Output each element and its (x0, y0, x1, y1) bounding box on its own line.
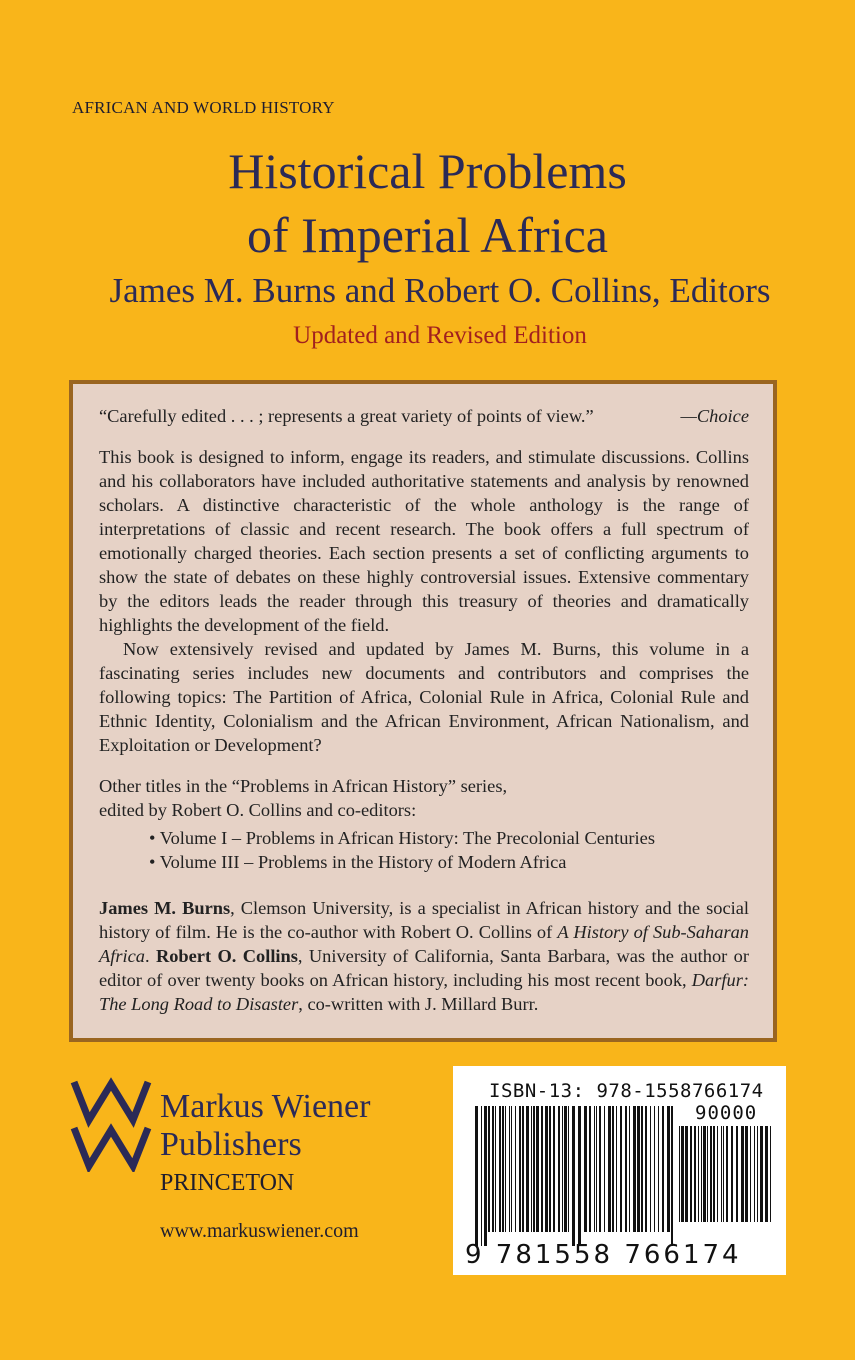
barcode-bar (671, 1106, 673, 1246)
barcode-bar (741, 1126, 744, 1222)
barcode-bar (578, 1106, 581, 1246)
barcode-bar (596, 1106, 597, 1232)
barcode-bar (681, 1126, 684, 1222)
barcode-bar (594, 1106, 595, 1232)
book-title-line1: Historical Problems (228, 143, 627, 199)
barcode-bar (650, 1106, 651, 1232)
barcode-bar (710, 1126, 712, 1222)
other-titles-list (149, 826, 749, 874)
publisher-logo-icon (70, 1076, 152, 1172)
barcode-bar (589, 1106, 591, 1232)
barcode-bar (541, 1106, 543, 1232)
publisher-website: www.markuswiener.com (160, 1220, 359, 1242)
publisher-name (160, 1088, 370, 1164)
book-title-line2: of Imperial Africa (247, 207, 608, 263)
barcode-bar (633, 1106, 636, 1232)
bio-name-collins: Robert O. Collins (155, 946, 298, 966)
barcode-main-icon (475, 1106, 675, 1246)
barcode-bar (726, 1126, 728, 1222)
barcode-bar (658, 1106, 659, 1232)
barcode-bar (770, 1126, 771, 1222)
barcode-bar (620, 1106, 622, 1232)
barcode-bar (522, 1106, 524, 1232)
barcode-bar (760, 1126, 763, 1222)
barcode-bar (641, 1106, 643, 1232)
other-titles-line2: edited by Robert O. Collins and co-editors: (99, 800, 417, 820)
editors-bio (99, 896, 749, 1016)
barcode-bar (750, 1126, 751, 1222)
barcode-bar (531, 1106, 532, 1232)
barcode-bar (572, 1106, 575, 1246)
bio-book-title: Darfur: The Long Road to Disaster (99, 970, 749, 1014)
barcode-bar (736, 1126, 738, 1222)
publisher-city: PRINCETON (160, 1170, 295, 1196)
isbn-label: ISBN-13: 978-1558766174 (489, 1080, 764, 1102)
barcode-bar (502, 1106, 504, 1232)
barcode-bar (492, 1106, 494, 1232)
barcode-addon-icon (679, 1126, 775, 1236)
bio-text: . (144, 946, 156, 966)
barcode-bar (484, 1106, 487, 1246)
other-titles (99, 774, 749, 822)
barcode-bar (701, 1126, 702, 1222)
barcode-bar (717, 1126, 718, 1222)
barcode-bar (703, 1126, 706, 1222)
barcode-bar (509, 1106, 510, 1232)
barcode-panel (453, 1066, 786, 1275)
barcode-bar (612, 1106, 614, 1232)
quote-text: “Carefully edited . . . ; represents a great variety of points of view.” (99, 406, 594, 426)
other-titles-line1: Other titles in the “Problems in African History” series, (99, 776, 508, 796)
barcode-bar (481, 1106, 482, 1246)
barcode-bar (499, 1106, 501, 1232)
bio-text: , Clemson University, is a specialist in African history and the social history of film. He is the co-author with Robert O. Collins of (99, 898, 749, 942)
description-box (69, 380, 777, 1042)
editors-line: James M. Burns and Robert O. Collins, Editors (109, 271, 771, 310)
barcode-bar (604, 1106, 605, 1232)
barcode-bar (667, 1106, 670, 1232)
barcode-bar (558, 1106, 560, 1232)
barcode-bar (536, 1106, 539, 1232)
publisher-name-line2: Publishers (160, 1126, 302, 1163)
barcode-bar (564, 1106, 567, 1232)
description-paragraph-2: Now extensively revised and updated by James M. Burns, this volume in a fascinating series includes new documents and contributors and comprises the following topics: The Partition of Africa, Colonial Rule in Africa, Colonial Rule and Ethnic Identity, Colonialism and the African Environment, African Nationalism, and Exploitation or Development? (99, 639, 749, 755)
barcode-bar (495, 1106, 496, 1232)
barcode-bar (679, 1126, 680, 1222)
publisher-name-line1: Markus Wiener (160, 1088, 371, 1125)
barcode-bar (757, 1126, 758, 1222)
barcode-bar (629, 1106, 630, 1232)
description-paragraph-1: This book is designed to inform, engage its readers, and stimulate discussions. Collins and his collaborators have included authoritative statements and analysis by renowned scholars. A distinctive characteristic of the whole anthology is the range of interpretations of classic and recent research. The book offers a full spectrum of emotionally charged theories. Each section presents a set of conflicting arguments to show the state of debates on these highly controversial issues. Extensive commentary by the editors leads the reader through this treasury of theories and dramatically highlights the development of the field. (99, 447, 749, 635)
review-quote (99, 404, 749, 428)
barcode-bar (515, 1106, 516, 1232)
barcode-bar (694, 1126, 696, 1222)
barcode-bar (562, 1106, 563, 1232)
barcode-bar (645, 1106, 647, 1232)
barcode-bar (608, 1106, 611, 1232)
barcode-bar (584, 1106, 587, 1232)
bio-text: , University of California, Santa Barbara, was the author or editor of over twenty books on African history, including his most recent book, (99, 946, 749, 990)
barcode-bar (765, 1126, 768, 1222)
edition-line: Updated and Revised Edition (293, 322, 587, 349)
barcode-bar (637, 1106, 640, 1232)
barcode-bar (698, 1126, 699, 1222)
barcode-bar (723, 1126, 724, 1222)
barcode-bar (511, 1106, 512, 1232)
barcode-bar (553, 1106, 555, 1232)
barcode-bar (599, 1106, 601, 1232)
barcode-bar (707, 1126, 708, 1222)
series-label: AFRICAN AND WORLD HISTORY (72, 98, 335, 117)
barcode-bar (616, 1106, 617, 1232)
bio-name-burns: James M. Burns (99, 898, 231, 918)
list-item: • Volume III – Problems in the History of Modern Africa (149, 852, 567, 872)
barcode-bar (713, 1126, 715, 1222)
list-item: • Volume I – Problems in African History: The Precolonial Centuries (149, 828, 655, 848)
barcode-bar (662, 1106, 664, 1232)
barcode-bar (533, 1106, 535, 1232)
barcode-bar (625, 1106, 627, 1232)
barcode-bar (488, 1106, 490, 1232)
quote-source: —Choice (680, 406, 749, 426)
barcode-bar (475, 1106, 478, 1246)
barcode-bar (545, 1106, 548, 1232)
barcode-bar (549, 1106, 551, 1232)
barcode-bar (505, 1106, 506, 1232)
barcode-bar (526, 1106, 529, 1232)
barcode-bar (685, 1126, 688, 1222)
barcode-bar (745, 1126, 748, 1222)
barcode-digits: 9 781558 766174 (465, 1240, 742, 1270)
barcode-bar (721, 1126, 722, 1222)
barcode-bar (654, 1106, 655, 1232)
bio-book-title: A History of Sub-Saharan Africa (99, 922, 749, 966)
barcode-bar (731, 1126, 733, 1222)
barcode-bar (754, 1126, 755, 1222)
barcode-bar (690, 1126, 692, 1222)
bio-text: , co-written with J. Millard Burr. (298, 994, 539, 1014)
barcode-bar (519, 1106, 521, 1232)
barcode-bar (568, 1106, 569, 1232)
barcode-addon-code: 90000 (695, 1102, 758, 1124)
